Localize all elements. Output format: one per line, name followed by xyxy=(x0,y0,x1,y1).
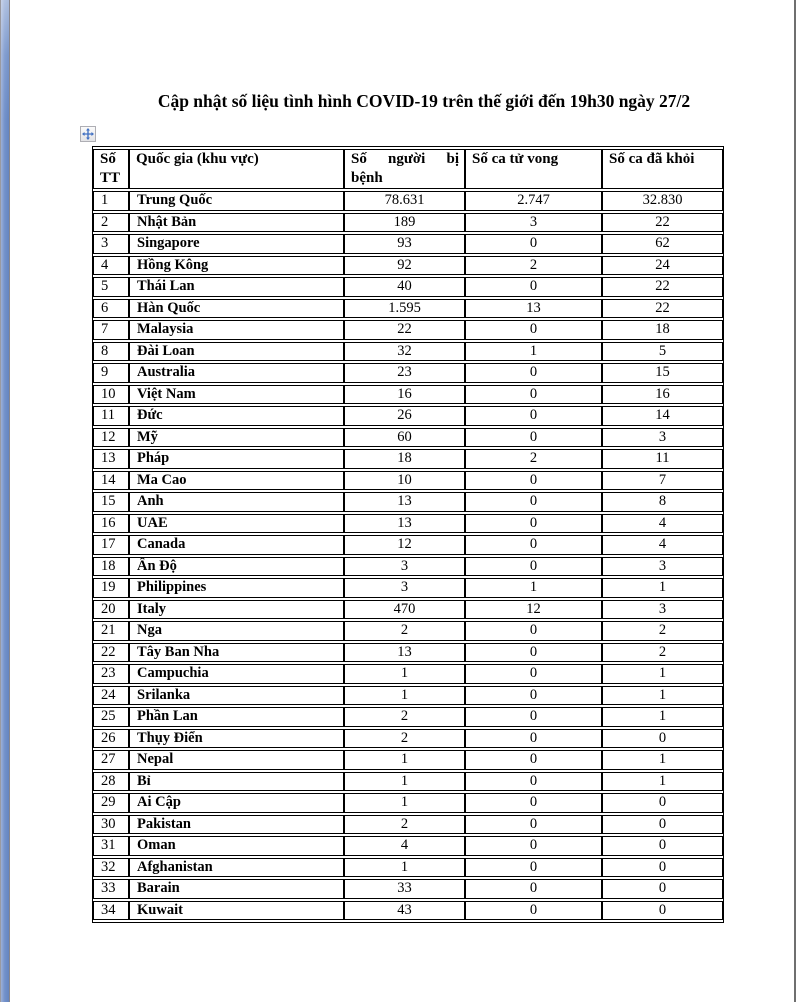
infected-cell: 23 xyxy=(344,363,465,383)
country-cell: Hàn Quốc xyxy=(129,299,344,319)
row-number-cell: 3 xyxy=(93,234,129,254)
country-cell: Hồng Kông xyxy=(129,256,344,276)
country-cell: Philippines xyxy=(129,578,344,598)
table-row xyxy=(93,234,723,254)
country-cell: Ấn Độ xyxy=(129,557,344,577)
row-number-cell: 13 xyxy=(93,449,129,469)
infected-cell: 3 xyxy=(344,578,465,598)
table-row xyxy=(93,772,723,792)
header-so-tt: Số TT xyxy=(93,149,129,189)
infected-cell: 40 xyxy=(344,277,465,297)
recovered-cell: 1 xyxy=(602,772,723,792)
country-cell: Việt Nam xyxy=(129,385,344,405)
row-number-cell: 4 xyxy=(93,256,129,276)
country-cell: Barain xyxy=(129,879,344,899)
infected-cell: 2 xyxy=(344,815,465,835)
deaths-cell: 0 xyxy=(465,535,602,555)
deaths-cell: 0 xyxy=(465,406,602,426)
country-cell: Srilanka xyxy=(129,686,344,706)
country-cell: Oman xyxy=(129,836,344,856)
recovered-cell: 0 xyxy=(602,901,723,921)
covid-stats-table xyxy=(92,146,724,923)
deaths-cell: 2 xyxy=(465,256,602,276)
recovered-cell: 8 xyxy=(602,492,723,512)
table-row xyxy=(93,213,723,233)
infected-cell: 1 xyxy=(344,750,465,770)
recovered-cell: 22 xyxy=(602,277,723,297)
row-number-cell: 11 xyxy=(93,406,129,426)
deaths-cell: 0 xyxy=(465,793,602,813)
row-number-cell: 16 xyxy=(93,514,129,534)
recovered-cell: 3 xyxy=(602,557,723,577)
deaths-cell: 2.747 xyxy=(465,191,602,211)
recovered-cell: 1 xyxy=(602,686,723,706)
deaths-cell: 12 xyxy=(465,600,602,620)
table-row xyxy=(93,621,723,641)
infected-cell: 2 xyxy=(344,707,465,727)
deaths-cell: 0 xyxy=(465,858,602,878)
table-row xyxy=(93,256,723,276)
country-cell: Australia xyxy=(129,363,344,383)
country-cell: Bỉ xyxy=(129,772,344,792)
row-number-cell: 19 xyxy=(93,578,129,598)
infected-cell: 1.595 xyxy=(344,299,465,319)
deaths-cell: 0 xyxy=(465,557,602,577)
deaths-cell: 0 xyxy=(465,320,602,340)
row-number-cell: 12 xyxy=(93,428,129,448)
deaths-cell: 0 xyxy=(465,729,602,749)
header-country: Quốc gia (khu vực) xyxy=(129,149,344,189)
recovered-cell: 22 xyxy=(602,213,723,233)
recovered-cell: 18 xyxy=(602,320,723,340)
deaths-cell: 2 xyxy=(465,449,602,469)
table-row xyxy=(93,836,723,856)
table-row xyxy=(93,600,723,620)
recovered-cell: 11 xyxy=(602,449,723,469)
header-recovered: Số ca đã khỏi xyxy=(602,149,723,189)
row-number-cell: 6 xyxy=(93,299,129,319)
country-cell: Malaysia xyxy=(129,320,344,340)
recovered-cell: 22 xyxy=(602,299,723,319)
deaths-cell: 1 xyxy=(465,342,602,362)
country-cell: Afghanistan xyxy=(129,858,344,878)
infected-cell: 4 xyxy=(344,836,465,856)
row-number-cell: 20 xyxy=(93,600,129,620)
recovered-cell: 7 xyxy=(602,471,723,491)
row-number-cell: 32 xyxy=(93,858,129,878)
infected-cell: 60 xyxy=(344,428,465,448)
country-cell: Mỹ xyxy=(129,428,344,448)
infected-cell: 93 xyxy=(344,234,465,254)
country-cell: Italy xyxy=(129,600,344,620)
row-number-cell: 22 xyxy=(93,643,129,663)
country-cell: Kuwait xyxy=(129,901,344,921)
recovered-cell: 3 xyxy=(602,600,723,620)
deaths-cell: 13 xyxy=(465,299,602,319)
infected-cell: 92 xyxy=(344,256,465,276)
table-row xyxy=(93,686,723,706)
row-number-cell: 23 xyxy=(93,664,129,684)
row-number-cell: 7 xyxy=(93,320,129,340)
recovered-cell: 14 xyxy=(602,406,723,426)
deaths-cell: 0 xyxy=(465,643,602,663)
recovered-cell: 0 xyxy=(602,729,723,749)
table-row xyxy=(93,514,723,534)
country-cell: Đức xyxy=(129,406,344,426)
recovered-cell: 2 xyxy=(602,621,723,641)
infected-cell: 189 xyxy=(344,213,465,233)
country-cell: Singapore xyxy=(129,234,344,254)
deaths-cell: 0 xyxy=(465,621,602,641)
deaths-cell: 0 xyxy=(465,428,602,448)
recovered-cell: 0 xyxy=(602,879,723,899)
infected-cell: 1 xyxy=(344,858,465,878)
deaths-cell: 0 xyxy=(465,815,602,835)
row-number-cell: 9 xyxy=(93,363,129,383)
recovered-cell: 2 xyxy=(602,643,723,663)
row-number-cell: 15 xyxy=(93,492,129,512)
table-row xyxy=(93,299,723,319)
row-number-cell: 25 xyxy=(93,707,129,727)
infected-cell: 3 xyxy=(344,557,465,577)
country-cell: Tây Ban Nha xyxy=(129,643,344,663)
row-number-cell: 29 xyxy=(93,793,129,813)
table-row xyxy=(93,492,723,512)
table-row xyxy=(93,858,723,878)
infected-cell: 22 xyxy=(344,320,465,340)
table-row xyxy=(93,707,723,727)
table-row xyxy=(93,815,723,835)
country-cell: Campuchia xyxy=(129,664,344,684)
recovered-cell: 15 xyxy=(602,363,723,383)
table-row xyxy=(93,578,723,598)
deaths-cell: 0 xyxy=(465,750,602,770)
recovered-cell: 32.830 xyxy=(602,191,723,211)
table-row xyxy=(93,557,723,577)
infected-cell: 1 xyxy=(344,686,465,706)
country-cell: Nepal xyxy=(129,750,344,770)
deaths-cell: 0 xyxy=(465,879,602,899)
deaths-cell: 0 xyxy=(465,234,602,254)
country-cell: Trung Quốc xyxy=(129,191,344,211)
row-number-cell: 24 xyxy=(93,686,129,706)
recovered-cell: 4 xyxy=(602,514,723,534)
recovered-cell: 1 xyxy=(602,664,723,684)
deaths-cell: 0 xyxy=(465,363,602,383)
table-row xyxy=(93,363,723,383)
infected-cell: 32 xyxy=(344,342,465,362)
infected-cell: 13 xyxy=(344,514,465,534)
deaths-cell: 0 xyxy=(465,772,602,792)
country-cell: Ma Cao xyxy=(129,471,344,491)
deaths-cell: 0 xyxy=(465,664,602,684)
left-window-edge xyxy=(0,0,10,1002)
table-body xyxy=(93,191,723,920)
deaths-cell: 0 xyxy=(465,901,602,921)
table-move-handle[interactable] xyxy=(80,126,96,142)
header-infected: Số người bị bệnh xyxy=(344,149,465,189)
country-cell: Phần Lan xyxy=(129,707,344,727)
table-row xyxy=(93,342,723,362)
table-row xyxy=(93,901,723,921)
table-row xyxy=(93,879,723,899)
recovered-cell: 1 xyxy=(602,578,723,598)
table-row xyxy=(93,277,723,297)
row-number-cell: 1 xyxy=(93,191,129,211)
row-number-cell: 5 xyxy=(93,277,129,297)
deaths-cell: 1 xyxy=(465,578,602,598)
country-cell: Ai Cập xyxy=(129,793,344,813)
country-cell: Thụy Điển xyxy=(129,729,344,749)
row-number-cell: 30 xyxy=(93,815,129,835)
infected-cell: 33 xyxy=(344,879,465,899)
recovered-cell: 4 xyxy=(602,535,723,555)
row-number-cell: 2 xyxy=(93,213,129,233)
deaths-cell: 0 xyxy=(465,514,602,534)
deaths-cell: 0 xyxy=(465,471,602,491)
infected-cell: 10 xyxy=(344,471,465,491)
table-row xyxy=(93,428,723,448)
row-number-cell: 26 xyxy=(93,729,129,749)
infected-cell: 16 xyxy=(344,385,465,405)
deaths-cell: 0 xyxy=(465,707,602,727)
recovered-cell: 3 xyxy=(602,428,723,448)
infected-cell: 26 xyxy=(344,406,465,426)
row-number-cell: 33 xyxy=(93,879,129,899)
row-number-cell: 10 xyxy=(93,385,129,405)
recovered-cell: 62 xyxy=(602,234,723,254)
table-row xyxy=(93,793,723,813)
infected-cell: 2 xyxy=(344,729,465,749)
infected-cell: 12 xyxy=(344,535,465,555)
right-page-border xyxy=(794,0,796,1002)
infected-cell: 13 xyxy=(344,492,465,512)
table-row xyxy=(93,320,723,340)
table-row xyxy=(93,385,723,405)
row-number-cell: 14 xyxy=(93,471,129,491)
infected-cell: 43 xyxy=(344,901,465,921)
country-cell: Nga xyxy=(129,621,344,641)
country-cell: Anh xyxy=(129,492,344,512)
header-deaths: Số ca tử vong xyxy=(465,149,602,189)
row-number-cell: 31 xyxy=(93,836,129,856)
recovered-cell: 0 xyxy=(602,836,723,856)
country-cell: Canada xyxy=(129,535,344,555)
recovered-cell: 0 xyxy=(602,815,723,835)
infected-cell: 1 xyxy=(344,664,465,684)
row-number-cell: 17 xyxy=(93,535,129,555)
infected-cell: 470 xyxy=(344,600,465,620)
move-icon xyxy=(82,128,94,140)
row-number-cell: 28 xyxy=(93,772,129,792)
header-row xyxy=(93,149,723,189)
country-cell: UAE xyxy=(129,514,344,534)
deaths-cell: 3 xyxy=(465,213,602,233)
infected-cell: 2 xyxy=(344,621,465,641)
deaths-cell: 0 xyxy=(465,492,602,512)
table-row xyxy=(93,643,723,663)
country-cell: Pháp xyxy=(129,449,344,469)
table-row xyxy=(93,535,723,555)
recovered-cell: 1 xyxy=(602,750,723,770)
infected-cell: 13 xyxy=(344,643,465,663)
infected-cell: 1 xyxy=(344,793,465,813)
deaths-cell: 0 xyxy=(465,277,602,297)
infected-cell: 18 xyxy=(344,449,465,469)
country-cell: Nhật Bản xyxy=(129,213,344,233)
country-cell: Thái Lan xyxy=(129,277,344,297)
row-number-cell: 21 xyxy=(93,621,129,641)
recovered-cell: 1 xyxy=(602,707,723,727)
row-number-cell: 34 xyxy=(93,901,129,921)
deaths-cell: 0 xyxy=(465,385,602,405)
table-row xyxy=(93,664,723,684)
table-row xyxy=(93,729,723,749)
country-cell: Đài Loan xyxy=(129,342,344,362)
infected-cell: 1 xyxy=(344,772,465,792)
table-row xyxy=(93,449,723,469)
recovered-cell: 5 xyxy=(602,342,723,362)
deaths-cell: 0 xyxy=(465,836,602,856)
row-number-cell: 18 xyxy=(93,557,129,577)
document-title: Cập nhật số liệu tình hình COVID-19 trên thế giới đến 19h30 ngày 27/2 xyxy=(157,91,691,111)
country-cell: Pakistan xyxy=(129,815,344,835)
row-number-cell: 8 xyxy=(93,342,129,362)
table-row xyxy=(93,750,723,770)
row-number-cell: 27 xyxy=(93,750,129,770)
recovered-cell: 0 xyxy=(602,793,723,813)
deaths-cell: 0 xyxy=(465,686,602,706)
recovered-cell: 0 xyxy=(602,858,723,878)
recovered-cell: 16 xyxy=(602,385,723,405)
recovered-cell: 24 xyxy=(602,256,723,276)
table-row xyxy=(93,191,723,211)
infected-cell: 78.631 xyxy=(344,191,465,211)
table-row xyxy=(93,471,723,491)
table-row xyxy=(93,406,723,426)
